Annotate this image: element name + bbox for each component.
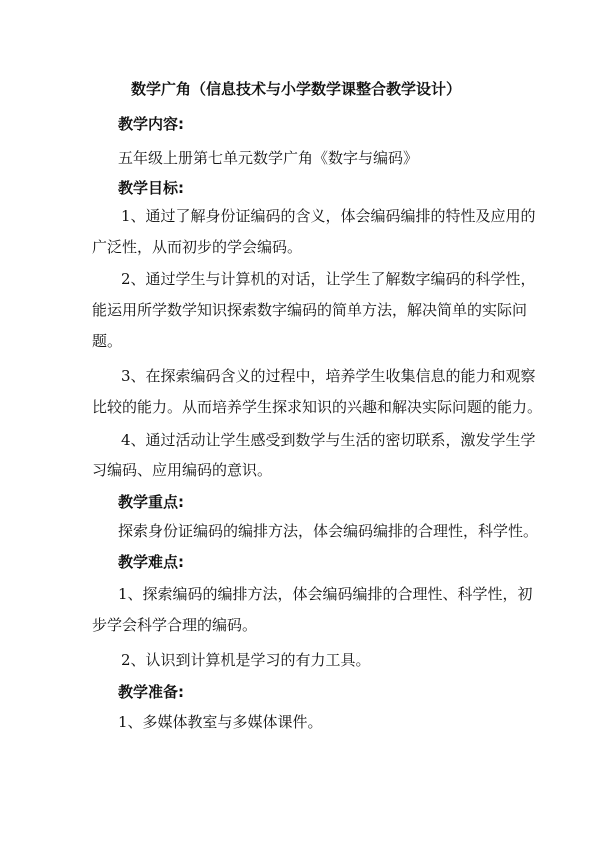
goals-line-3: 2、通过学生与计算机的对话，让学生了解数字编码的科学性， [121,270,536,288]
section-heading-difficulties: 教学难点: [118,553,184,571]
goals-line-4: 能运用所学数学知识探索数字编码的简单方法，解决简单的实际问 [92,301,528,319]
section-heading-content: 教学内容: [118,115,184,133]
goals-line-1: 1、通过了解身份证编码的含义，体会编码编排的特性及应用的 [121,207,536,225]
goals-line-8: 4、通过活动让学生感受到数学与生活的密切联系，激发学生学 [121,431,536,449]
difficulties-line-3: 2、认识到计算机是学习的有力工具。 [121,651,371,669]
goals-line-2: 广泛性，从而初步的学会编码。 [92,238,303,256]
goals-line-7: 比较的能力。从而培养学生探求知识的兴趣和解决实际问题的能力。 [92,398,543,416]
document-title: 数学广角（信息技术与小学数学课整合教学设计） [131,80,462,98]
section-heading-goals: 教学目标: [118,179,184,197]
goals-line-6: 3、在探索编码含义的过程中，培养学生收集信息的能力和观察 [121,367,536,385]
key-points-line-1: 探索身份证编码的编排方法，体会编码编排的合理性，科学性。 [118,522,539,540]
goals-line-9: 习编码、应用编码的意识。 [92,461,273,479]
goals-line-5: 题。 [92,332,123,350]
section-heading-key-points: 教学重点: [118,493,184,511]
content-line-1: 五年级上册第七单元数学广角《数字与编码》 [118,149,419,167]
section-heading-preparation: 教学准备: [118,683,184,701]
difficulties-line-2: 步学会科学合理的编码。 [92,616,258,634]
difficulties-line-1: 1、探索编码的编排方法，体会编码编排的合理性、科学性，初 [118,585,533,603]
preparation-line-1: 1、多媒体教室与多媒体课件。 [118,713,323,731]
